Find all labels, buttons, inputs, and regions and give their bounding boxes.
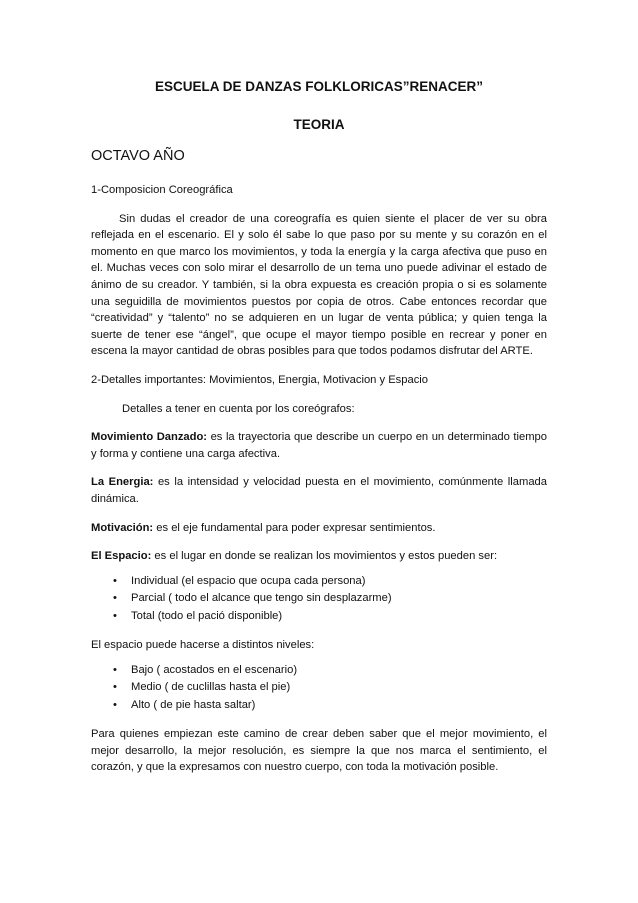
closing-paragraph: Para quienes empiezan este camino de crear deben saber que el mejor movimiento, el mejor desarrollo, la mejor resolución, es siempre la que nos marca el sentimiento, el corazón, y que la expresamos con nuestro cuerpo, con toda la motivación posible. bbox=[91, 728, 547, 774]
bullet-icon: • bbox=[113, 681, 117, 694]
section1-heading: 1-Composicion Coreográfica bbox=[91, 184, 233, 196]
document-title: ESCUELA DE DANZAS FOLKLORICAS”RENACER” bbox=[154, 79, 483, 94]
list-item: • Alto ( de pie hasta saltar) bbox=[91, 697, 547, 715]
espacio-text: es el lugar en donde se realizan los movimientos y estos pueden ser: bbox=[151, 550, 498, 563]
grade-heading: OCTAVO AÑO bbox=[91, 148, 185, 164]
bullet-icon: • bbox=[113, 698, 117, 711]
energia-term: La Energia: bbox=[91, 476, 154, 489]
document-body bbox=[91, 182, 547, 776]
list-item: • Individual (el espacio que ocupa cada persona) bbox=[91, 573, 547, 591]
energia-text: es la intensidad y velocidad puesta en el movimiento, comúnmente llamada dinámica. bbox=[91, 476, 547, 505]
energia-definition bbox=[91, 474, 547, 507]
niveles-list bbox=[91, 662, 547, 715]
list-item: • Total (todo el pació disponible) bbox=[91, 608, 547, 626]
espacio-term: El Espacio: bbox=[91, 550, 152, 563]
niveles-intro: El espacio puede hacerse a distintos niveles: bbox=[91, 639, 315, 652]
espacio-definition bbox=[91, 548, 547, 565]
motivacion-term: Motivación: bbox=[91, 521, 154, 534]
section2-heading: 2-Detalles importantes: Movimientos, Energia, Motivacion y Espacio bbox=[91, 373, 429, 386]
list-item: • Parcial ( todo el alcance que tengo sin desplazarme) bbox=[91, 590, 547, 608]
movimiento-term: Movimiento Danzado: bbox=[91, 431, 208, 444]
movimiento-definition bbox=[91, 429, 547, 462]
list-item: • Bajo ( acostados en el escenario) bbox=[91, 662, 547, 680]
bullet-icon: • bbox=[113, 609, 117, 622]
list-item: • Medio ( de cuclillas hasta el pie) bbox=[91, 679, 547, 697]
movimiento-text: es la trayectoria que describe un cuerpo en un determinado tiempo y forma y contiene una carga afectiva. bbox=[91, 431, 547, 460]
section2-intro: Detalles a tener en cuenta por los coreógrafos: bbox=[122, 402, 355, 415]
espacio-list bbox=[91, 573, 547, 626]
document-subtitle: TEORIA bbox=[293, 117, 345, 132]
motivacion-text: es el eje fundamental para poder expresar sentimientos. bbox=[153, 521, 436, 534]
section1-paragraph: Sin dudas el creador de una coreografía es quien siente el placer de ver su obra reflejada en el escenario. El y solo él sabe lo que paso por su mente y su corazón en el momento en que marco los movimientos, y toda la energía y la carga afectiva que puso en el. Muchas veces con solo mirar el desarrollo de un tema uno puede adivinar el estado de ánimo de su creador. Y también, si la obra expuesta es creación propia o si es solamente una seguidilla de movimientos puestos por copia de otros. Cabe entonces recordar que “creatividad” y “talento” no se adquieren en un lugar de venta pública; y quien tenga la suerte de tener ese “ángel”, que ocupe el mayor tiempo posible en recrear y poner en escena la mayor cantidad de obras posibles para que todos podamos disfrutar del ARTE. bbox=[91, 212, 547, 358]
motivacion-definition bbox=[91, 520, 547, 537]
bullet-icon: • bbox=[113, 663, 117, 676]
bullet-icon: • bbox=[113, 592, 117, 605]
bullet-icon: • bbox=[113, 574, 117, 587]
